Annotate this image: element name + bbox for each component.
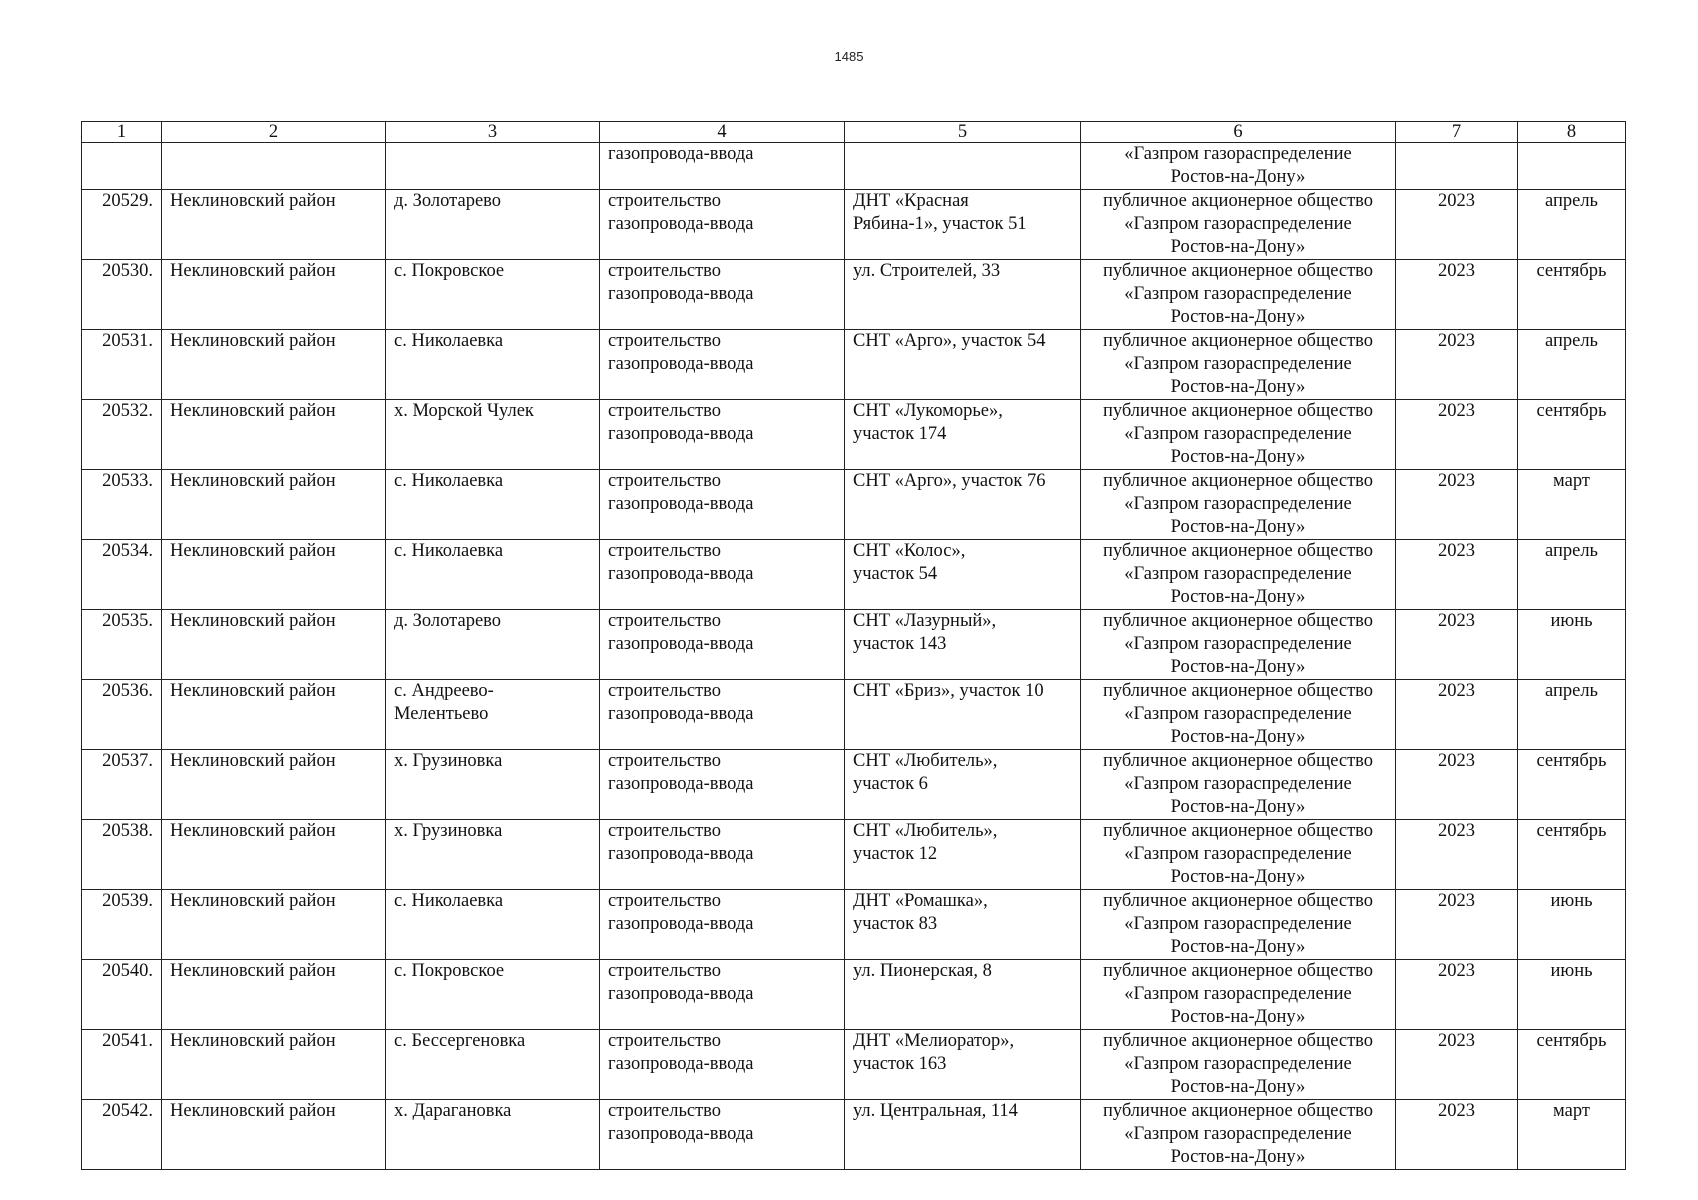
- cell-number: 20529.: [82, 190, 162, 260]
- cell-organization: публичное акционерное общество «Газпром газораспределение Ростов-на-Дону»: [1081, 1100, 1396, 1170]
- cell-number: 20530.: [82, 260, 162, 330]
- cell-organization: публичное акционерное общество «Газпром газораспределение Ростов-на-Дону»: [1081, 750, 1396, 820]
- cell-number: [82, 143, 162, 190]
- table-row: [82, 260, 1626, 330]
- cell-address: ДНТ «Красная Рябина-1», участок 51: [845, 190, 1081, 260]
- cell-work: строительство газопровода-ввода: [600, 190, 845, 260]
- cell-year: 2023: [1396, 330, 1518, 400]
- cell-number: 20540.: [82, 960, 162, 1030]
- cell-work: строительство газопровода-ввода: [600, 890, 845, 960]
- cell-locality: х. Дарагановка: [386, 1100, 600, 1170]
- page-number: 1485: [834, 49, 864, 64]
- cell-locality: с. Бессергеновка: [386, 1030, 600, 1100]
- cell-number: 20538.: [82, 820, 162, 890]
- cell-year: 2023: [1396, 750, 1518, 820]
- cell-month: июнь: [1518, 610, 1626, 680]
- cell-district: Неклиновский район: [162, 470, 386, 540]
- cell-year: 2023: [1396, 960, 1518, 1030]
- cell-work: строительство газопровода-ввода: [600, 400, 845, 470]
- cell-number: 20535.: [82, 610, 162, 680]
- table-row: [82, 400, 1626, 470]
- cell-locality: с. Андреево- Мелентьево: [386, 680, 600, 750]
- cell-month: [1518, 143, 1626, 190]
- column-header: 1: [82, 122, 162, 143]
- cell-address: ул. Центральная, 114: [845, 1100, 1081, 1170]
- cell-address: ДНТ «Ромашка», участок 83: [845, 890, 1081, 960]
- cell-month: апрель: [1518, 680, 1626, 750]
- cell-address: СНТ «Любитель», участок 6: [845, 750, 1081, 820]
- cell-number: 20537.: [82, 750, 162, 820]
- cell-organization: публичное акционерное общество «Газпром газораспределение Ростов-на-Дону»: [1081, 330, 1396, 400]
- cell-district: Неклиновский район: [162, 190, 386, 260]
- cell-work: строительство газопровода-ввода: [600, 330, 845, 400]
- cell-year: 2023: [1396, 610, 1518, 680]
- column-header: 7: [1396, 122, 1518, 143]
- cell-year: 2023: [1396, 540, 1518, 610]
- cell-organization: «Газпром газораспределение Ростов-на-Дону»: [1081, 143, 1396, 190]
- cell-year: 2023: [1396, 470, 1518, 540]
- cell-locality: х. Грузиновка: [386, 820, 600, 890]
- cell-month: июнь: [1518, 960, 1626, 1030]
- column-header: 4: [600, 122, 845, 143]
- cell-year: [1396, 143, 1518, 190]
- cell-year: 2023: [1396, 260, 1518, 330]
- cell-work: строительство газопровода-ввода: [600, 960, 845, 1030]
- cell-work: газопровода-ввода: [600, 143, 845, 190]
- cell-district: Неклиновский район: [162, 960, 386, 1030]
- cell-district: Неклиновский район: [162, 1030, 386, 1100]
- cell-locality: [386, 143, 600, 190]
- table-row: [82, 960, 1626, 1030]
- cell-number: 20531.: [82, 330, 162, 400]
- cell-work: строительство газопровода-ввода: [600, 820, 845, 890]
- cell-month: сентябрь: [1518, 400, 1626, 470]
- cell-number: 20533.: [82, 470, 162, 540]
- cell-locality: х. Грузиновка: [386, 750, 600, 820]
- table-row: [82, 1030, 1626, 1100]
- cell-work: строительство газопровода-ввода: [600, 540, 845, 610]
- cell-number: 20536.: [82, 680, 162, 750]
- cell-address: СНТ «Колос», участок 54: [845, 540, 1081, 610]
- cell-month: март: [1518, 1100, 1626, 1170]
- cell-month: апрель: [1518, 330, 1626, 400]
- cell-organization: публичное акционерное общество «Газпром газораспределение Ростов-на-Дону»: [1081, 400, 1396, 470]
- cell-organization: публичное акционерное общество «Газпром газораспределение Ростов-на-Дону»: [1081, 680, 1396, 750]
- cell-district: Неклиновский район: [162, 820, 386, 890]
- registry-table: [81, 121, 1626, 1170]
- cell-district: Неклиновский район: [162, 400, 386, 470]
- cell-locality: с. Покровское: [386, 960, 600, 1030]
- cell-district: Неклиновский район: [162, 1100, 386, 1170]
- cell-year: 2023: [1396, 890, 1518, 960]
- cell-organization: публичное акционерное общество «Газпром газораспределение Ростов-на-Дону»: [1081, 960, 1396, 1030]
- cell-month: апрель: [1518, 190, 1626, 260]
- cell-work: строительство газопровода-ввода: [600, 680, 845, 750]
- cell-work: строительство газопровода-ввода: [600, 610, 845, 680]
- cell-organization: публичное акционерное общество «Газпром газораспределение Ростов-на-Дону»: [1081, 610, 1396, 680]
- table-row: [82, 330, 1626, 400]
- cell-number: 20534.: [82, 540, 162, 610]
- cell-organization: публичное акционерное общество «Газпром газораспределение Ростов-на-Дону»: [1081, 470, 1396, 540]
- cell-locality: д. Золотарево: [386, 190, 600, 260]
- cell-address: СНТ «Арго», участок 54: [845, 330, 1081, 400]
- cell-work: строительство газопровода-ввода: [600, 1100, 845, 1170]
- cell-month: сентябрь: [1518, 260, 1626, 330]
- column-header: 5: [845, 122, 1081, 143]
- cell-locality: с. Николаевка: [386, 330, 600, 400]
- table-row: [82, 680, 1626, 750]
- cell-year: 2023: [1396, 190, 1518, 260]
- cell-month: апрель: [1518, 540, 1626, 610]
- table-row: [82, 610, 1626, 680]
- cell-month: март: [1518, 470, 1626, 540]
- cell-district: Неклиновский район: [162, 680, 386, 750]
- column-header: 3: [386, 122, 600, 143]
- cell-district: Неклиновский район: [162, 610, 386, 680]
- cell-address: СНТ «Бриз», участок 10: [845, 680, 1081, 750]
- cell-district: Неклиновский район: [162, 330, 386, 400]
- cell-address: ДНТ «Мелиоратор», участок 163: [845, 1030, 1081, 1100]
- cell-year: 2023: [1396, 1100, 1518, 1170]
- table-row: [82, 540, 1626, 610]
- table-row: [82, 820, 1626, 890]
- table-row: [82, 750, 1626, 820]
- cell-work: строительство газопровода-ввода: [600, 1030, 845, 1100]
- cell-locality: с. Николаевка: [386, 470, 600, 540]
- cell-organization: публичное акционерное общество «Газпром газораспределение Ростов-на-Дону»: [1081, 890, 1396, 960]
- cell-address: ул. Строителей, 33: [845, 260, 1081, 330]
- cell-address: СНТ «Лазурный», участок 143: [845, 610, 1081, 680]
- cell-locality: х. Морской Чулек: [386, 400, 600, 470]
- column-header: 6: [1081, 122, 1396, 143]
- cell-address: СНТ «Арго», участок 76: [845, 470, 1081, 540]
- cell-work: строительство газопровода-ввода: [600, 750, 845, 820]
- cell-address: СНТ «Лукоморье», участок 174: [845, 400, 1081, 470]
- table-row: [82, 1100, 1626, 1170]
- cell-organization: публичное акционерное общество «Газпром газораспределение Ростов-на-Дону»: [1081, 540, 1396, 610]
- cell-month: сентябрь: [1518, 820, 1626, 890]
- cell-organization: публичное акционерное общество «Газпром газораспределение Ростов-на-Дону»: [1081, 1030, 1396, 1100]
- table-row: [82, 890, 1626, 960]
- cell-locality: с. Николаевка: [386, 540, 600, 610]
- cell-number: 20539.: [82, 890, 162, 960]
- cell-district: Неклиновский район: [162, 260, 386, 330]
- header-row: [82, 122, 1626, 143]
- cell-work: строительство газопровода-ввода: [600, 260, 845, 330]
- column-header: 2: [162, 122, 386, 143]
- cell-year: 2023: [1396, 680, 1518, 750]
- cell-number: 20541.: [82, 1030, 162, 1100]
- cell-month: сентябрь: [1518, 750, 1626, 820]
- cell-district: [162, 143, 386, 190]
- cell-year: 2023: [1396, 1030, 1518, 1100]
- cell-locality: с. Покровское: [386, 260, 600, 330]
- cell-month: сентябрь: [1518, 1030, 1626, 1100]
- cell-number: 20542.: [82, 1100, 162, 1170]
- cell-district: Неклиновский район: [162, 890, 386, 960]
- cell-month: июнь: [1518, 890, 1626, 960]
- cell-address: СНТ «Любитель», участок 12: [845, 820, 1081, 890]
- column-header: 8: [1518, 122, 1626, 143]
- cell-locality: д. Золотарево: [386, 610, 600, 680]
- cell-organization: публичное акционерное общество «Газпром газораспределение Ростов-на-Дону»: [1081, 190, 1396, 260]
- cell-locality: с. Николаевка: [386, 890, 600, 960]
- cell-organization: публичное акционерное общество «Газпром газораспределение Ростов-на-Дону»: [1081, 260, 1396, 330]
- cell-organization: публичное акционерное общество «Газпром газораспределение Ростов-на-Дону»: [1081, 820, 1396, 890]
- cell-year: 2023: [1396, 820, 1518, 890]
- cell-work: строительство газопровода-ввода: [600, 470, 845, 540]
- continuation-row: [82, 143, 1626, 190]
- table-row: [82, 190, 1626, 260]
- cell-address: ул. Пионерская, 8: [845, 960, 1081, 1030]
- cell-district: Неклиновский район: [162, 540, 386, 610]
- cell-address: [845, 143, 1081, 190]
- table-row: [82, 470, 1626, 540]
- cell-district: Неклиновский район: [162, 750, 386, 820]
- cell-year: 2023: [1396, 400, 1518, 470]
- cell-number: 20532.: [82, 400, 162, 470]
